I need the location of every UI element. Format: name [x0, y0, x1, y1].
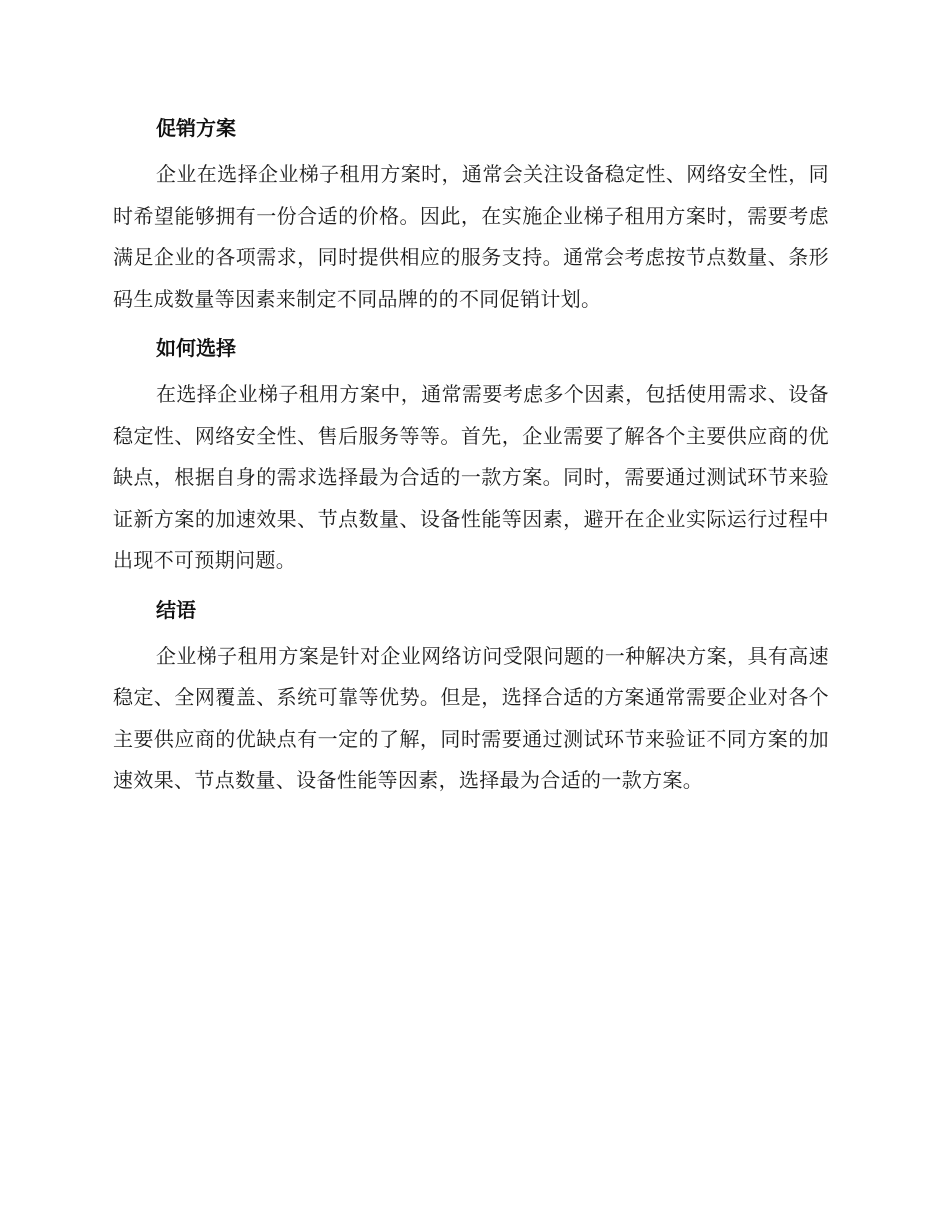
section-how-to-choose: [113, 328, 829, 582]
section-heading-conclusion: 结语: [156, 597, 196, 622]
section-body-conclusion: 企业梯子租用方案是针对企业网络访问受限问题的一种解决方案，具有高速稳定、全网覆盖、系统可靠等优势。但是，选择合适的方案通常需要企业对各个主要供应商的优缺点有一定的了解，同时需要通过测试环节来验证不同方案的加速效果、节点数量、设备性能等因素，选择最为合适的一款方案。: [113, 643, 829, 792]
section-body-how-to-choose: 在选择企业梯子租用方案中，通常需要考虑多个因素，包括使用需求、设备稳定性、网络安全性、售后服务等等。首先，企业需要了解各个主要供应商的优缺点，根据自身的需求选择最为合适的一款方案。同时，需要通过测试环节来验证新方案的加速效果、节点数量、设备性能等因素，避开在企业实际运行过程中出现不可预期问题。: [113, 382, 829, 572]
section-conclusion: [113, 590, 829, 802]
section-heading-promotion: 促销方案: [156, 116, 236, 140]
section-promotion: [113, 108, 829, 320]
document-page: [113, 108, 829, 810]
section-heading-how-to-choose: 如何选择: [156, 336, 236, 360]
section-body-promotion: 企业在选择企业梯子租用方案时，通常会关注设备稳定性、网络安全性，同时希望能够拥有一份合适的价格。因此，在实施企业梯子租用方案时，需要考虑满足企业的各项需求，同时提供相应的服务支持。通常会考虑按节点数量、条形码生成数量等因素来制定不同品牌的的不同促销计划。: [113, 162, 829, 311]
